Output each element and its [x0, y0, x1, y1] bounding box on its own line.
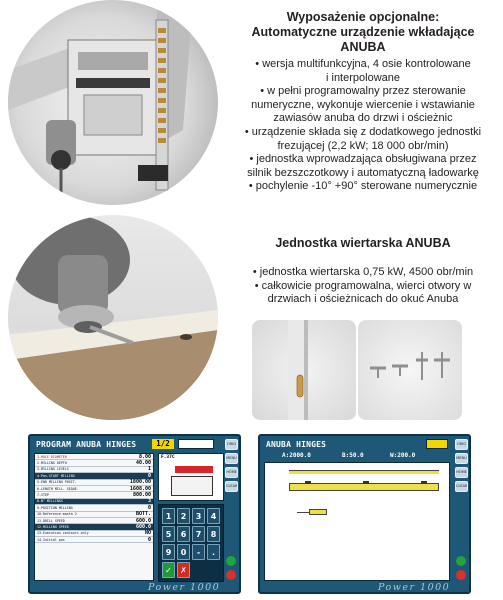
- screen-title: ANUBA HINGES: [266, 440, 327, 449]
- hinge-in-frame-photo: [252, 320, 356, 420]
- anuba-hinges-view-screen: [258, 434, 471, 594]
- inserter-machine-illustration: [8, 0, 218, 205]
- bullet-line: silnik bezszczotkowy i automatyczną ładowarkę: [247, 166, 479, 179]
- inserter-machine-photo: [8, 0, 218, 205]
- clear-button[interactable]: CLEAR: [455, 481, 468, 492]
- hinge-marker: [305, 481, 311, 484]
- parameter-list: [34, 453, 154, 581]
- parameter-label: 13.Execution contours only: [37, 531, 89, 536]
- drilling-unit-illustration: [8, 215, 218, 420]
- bullet-line: • wersja multifunkcyjna, 4 osie kontrolowane: [255, 58, 471, 70]
- axis-readout-b: B:50.0: [342, 452, 364, 459]
- green-start-button[interactable]: [456, 556, 466, 566]
- workpiece-top-bar: [289, 470, 439, 474]
- axis-readout-a: A:2000.0: [282, 452, 311, 459]
- parameter-label: 10.Reference masta 2: [37, 512, 77, 517]
- folder-icon[interactable]: [426, 439, 448, 449]
- red-stop-button[interactable]: [456, 570, 466, 580]
- hinge-in-frame-illustration: [252, 320, 356, 420]
- axis-readout-w: W:200.0: [390, 452, 416, 459]
- parameter-label: 9.POSITION MILLING: [37, 505, 73, 510]
- confirm-key[interactable]: ✓: [162, 562, 175, 578]
- page-indicator[interactable]: 1/2: [152, 439, 174, 449]
- section1-title-line1: Wyposażenie opcjonalne:: [286, 10, 440, 24]
- bullet-line: • urządzenie składa się z dodatkowego jednostki: [244, 125, 482, 138]
- keypad-key[interactable]: 3: [192, 508, 205, 524]
- parameter-value: 3: [147, 498, 151, 505]
- bullet-line: numeryczne, wykonuje wiercenie i wstawianie: [251, 98, 475, 111]
- folder-icon[interactable]: [178, 439, 214, 449]
- parameter-label: 4.Pos.START MILLING: [37, 473, 75, 478]
- parameter-value: 40.00: [135, 460, 151, 467]
- bullet-line: frezującej (2,2 kW; 18 000 obr/min): [277, 139, 449, 152]
- bullet-line: • jednostka wprowadzająca obsługiwana przez: [249, 153, 477, 166]
- menu-button[interactable]: MENU: [225, 453, 238, 464]
- tool-block: [309, 509, 327, 515]
- hinge-parts-photo: [358, 320, 462, 420]
- section2-bullets: [226, 266, 500, 307]
- menu-button[interactable]: MENU: [455, 453, 468, 464]
- hinge-marker: [363, 481, 369, 484]
- keypad-key[interactable]: 1: [162, 508, 175, 524]
- parameter-label: 12.MILLING SPEED: [37, 524, 69, 529]
- parameter-row[interactable]: [35, 537, 153, 543]
- parameter-value: 1: [147, 466, 151, 473]
- parameter-value: 600.0: [135, 524, 151, 530]
- keypad-key[interactable]: 8: [207, 526, 220, 542]
- parameter-value: 8.00: [138, 453, 151, 460]
- parameter-value: 0: [147, 504, 151, 511]
- parameter-label: 7.STEP: [37, 493, 49, 498]
- cancel-key[interactable]: ✗: [177, 562, 190, 578]
- brand-label: Power 1000: [148, 582, 221, 593]
- green-start-button[interactable]: [226, 556, 236, 566]
- keypad-key[interactable]: 4: [207, 508, 220, 524]
- parameter-value: 800.00: [132, 492, 151, 499]
- bullet-line: • pochylenie -10° +90° sterowane numerycznie: [248, 180, 478, 193]
- bullet-line: • całkowicie programowalna, wierci otwory w: [254, 279, 472, 292]
- screen-title: PROGRAM ANUBA HINGES: [36, 440, 137, 449]
- home-button[interactable]: HOME: [455, 467, 468, 478]
- keypad-key[interactable]: 0: [177, 544, 190, 560]
- side-button-column: [455, 439, 468, 492]
- keypad-key[interactable]: 9: [162, 544, 175, 560]
- parameter-label: 8.N° MILLINGS: [37, 499, 63, 504]
- program-anuba-hinges-screen: [28, 434, 241, 594]
- workpiece-view: [264, 462, 450, 581]
- numeric-keypad: [158, 504, 224, 582]
- hinge-marker: [421, 481, 427, 484]
- keypad-key[interactable]: 5: [162, 526, 175, 542]
- parameter-value: 0: [147, 536, 151, 543]
- keypad-key[interactable]: 7: [192, 526, 205, 542]
- bullet-line: • jednostka wiertarska 0,75 kW, 4500 obr/min: [252, 266, 474, 278]
- keypad-key[interactable]: -: [192, 544, 205, 560]
- parameter-label: 6.LENGTH MILL. SEQUE.: [37, 486, 79, 491]
- keypad-key[interactable]: 6: [177, 526, 190, 542]
- keypad-key[interactable]: .: [207, 544, 220, 560]
- hinge-preview: [158, 453, 224, 501]
- parameter-label: 11.DRILL SPEED: [37, 518, 65, 523]
- parameter-value: 0: [147, 472, 151, 479]
- parameter-value: 600.0: [135, 517, 151, 524]
- preview-red-bar: [175, 466, 213, 473]
- orig-button[interactable]: ORIG: [455, 439, 468, 450]
- parameter-value: 1608.00: [129, 485, 151, 492]
- home-button[interactable]: HOME: [225, 467, 238, 478]
- parameter-label: 2.MILLING DEPTH: [37, 461, 67, 466]
- preview-label: F.37C: [161, 455, 175, 460]
- drilling-unit-photo: [8, 215, 218, 420]
- bullet-line: drzwiach i ościeżnicach do okuć Anuba: [267, 293, 459, 306]
- bullet-line: zawiasów anuba do drzwi i ościeżnic: [273, 112, 453, 125]
- red-stop-button[interactable]: [226, 570, 236, 580]
- orig-button[interactable]: ORIG: [225, 439, 238, 450]
- tool-line: [297, 512, 309, 513]
- section2-title: Jednostka wiertarska ANUBA: [275, 236, 451, 250]
- hinge-parts-illustration: [358, 320, 462, 420]
- parameter-label: 1.HOLE DIAMETER: [37, 454, 67, 459]
- bullet-line: i interpolowane: [326, 71, 400, 84]
- side-button-column: [225, 439, 238, 492]
- parameter-label: 14.Initial pos: [37, 537, 65, 542]
- clear-button[interactable]: CLEAR: [225, 481, 238, 492]
- parameter-value: NO: [144, 530, 151, 537]
- preview-hinge-drawing: [171, 476, 213, 496]
- brand-label: Power 1000: [378, 582, 451, 593]
- parameter-label: 5.END MILLING POSIT.: [37, 480, 77, 485]
- section1-bullets: [226, 58, 500, 194]
- parameter-label: 3.MILLING LEVELS: [37, 467, 69, 472]
- workpiece-main-bar: [289, 483, 439, 491]
- section1-title-line2: Automatyczne urządzenie wkładające ANUBA: [251, 25, 475, 54]
- section1-title: [228, 10, 498, 55]
- bullet-line: • w pełni programowalny przez sterowanie: [260, 85, 466, 98]
- keypad-key[interactable]: 2: [177, 508, 190, 524]
- parameter-value: 1800.00: [129, 479, 151, 486]
- parameter-value: BOTT.: [135, 511, 151, 518]
